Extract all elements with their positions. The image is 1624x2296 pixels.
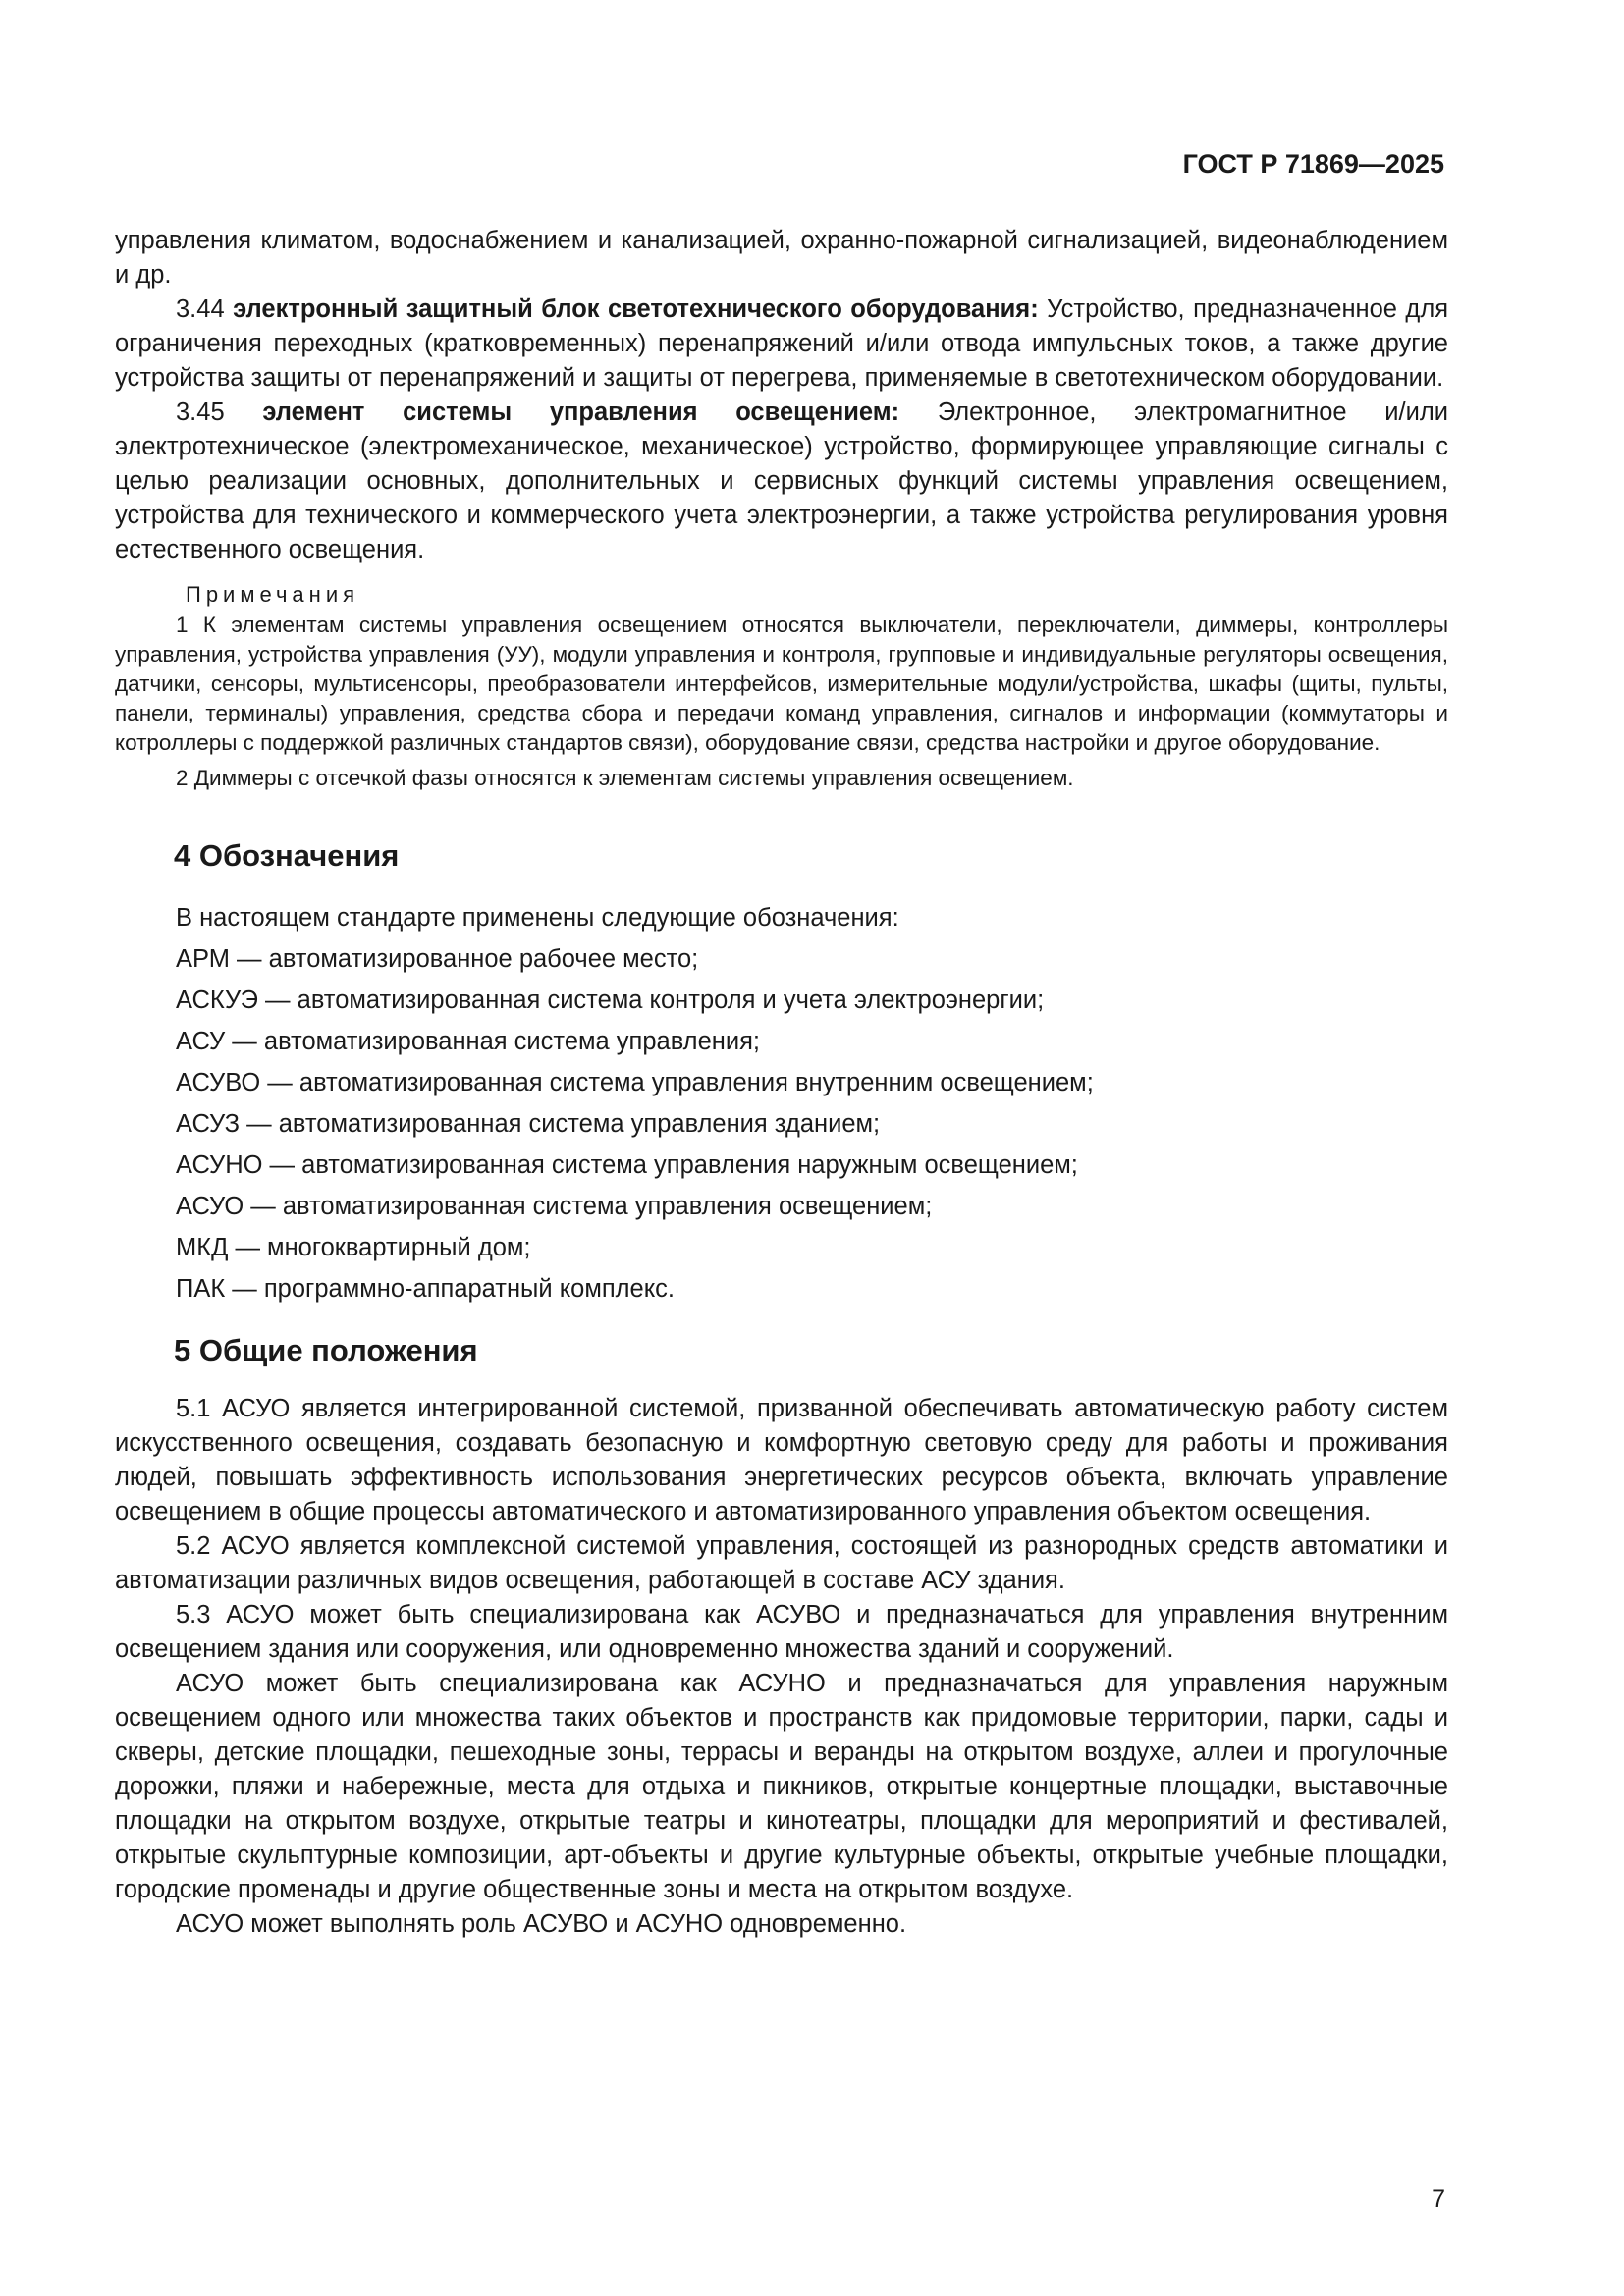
definition-term: элемент системы управления освещением: bbox=[262, 399, 900, 426]
section-4-title: 4 Обозначения bbox=[174, 838, 400, 873]
abbreviation-item: АСУЗ — автоматизированная система управления зданием; bbox=[176, 1110, 881, 1138]
abbreviation-item: АСУВО — автоматизированная система управления внутренним освещением; bbox=[176, 1069, 1094, 1096]
page-number: 7 bbox=[1432, 2185, 1445, 2213]
definition-term: электронный защитный блок светотехнического оборудования: bbox=[233, 295, 1039, 323]
document-code: ГОСТ Р 71869—2025 bbox=[1182, 149, 1444, 179]
notes-heading: Примечания bbox=[186, 582, 360, 607]
definition-number: 3.44 bbox=[176, 295, 234, 323]
continuation-paragraph: управления климатом, водоснабжением и канализацией, охранно-пожарной сигнализацией, видеонаблюдением и др. bbox=[115, 227, 1448, 289]
paragraph-asuno: АСУО может быть специализирована как АСУНО и предназначаться для управления наружным освещением одного или множества таких объектов и пространств как придомовые территории, парки, сады и скверы, детские площадки, пешеходные зоны, террасы и веранды на открытом воздухе, аллеи и прогулочные дорожки, пляжи и набережные, места для отдыха и пикников, открытые концертные площадки, выставочные площадки на открытом воздухе, открытые театры и кинотеатры, площадки для мероприятий и фестивалей, открытые скульптурные композиции, арт-объекты и другие культурные объекты, открытые учебные площадки, городские променады и другие общественные зоны и места на открытом воздухе. bbox=[115, 1670, 1448, 1903]
section-5-title: 5 Общие положения bbox=[174, 1333, 478, 1367]
abbreviation-item: АСУ — автоматизированная система управления; bbox=[176, 1028, 760, 1055]
definition-number: 3.45 bbox=[176, 399, 263, 426]
abbreviation-item: ПАК — программно-аппаратный комплекс. bbox=[176, 1275, 676, 1303]
note-1: 1 К элементам системы управления освещением относятся выключатели, переключатели, диммеры, контроллеры управления, устройства управления (УУ), модули управления и контроля, групповые и индивидуальные регуляторы освещения, датчики, сенсоры, мультисенсоры, преобразователи интерфейсов, измерительные модули/устройства, шкафы (щиты, пульты, панели, терминалы) управления, средства сбора и передачи команд управления, сигналов и информации (коммутаторы и котроллеры с поддержкой различных стандартов связи), оборудование связи, средства настройки и другое оборудование. bbox=[115, 613, 1448, 755]
note-2: 2 Диммеры с отсечкой фазы относятся к элементам системы управления освещением. bbox=[176, 766, 1074, 790]
abbreviation-item: АСУО — автоматизированная система управления освещением; bbox=[176, 1193, 933, 1220]
definition-3-45 bbox=[115, 396, 1448, 567]
abbreviation-item: АСУНО — автоматизированная система управления наружным освещением; bbox=[176, 1151, 1078, 1179]
paragraph-5-3: 5.3 АСУО может быть специализирована как АСУВО и предназначаться для управления внутренним освещением здания или сооружения, или одновременно множества зданий и сооружений. bbox=[115, 1601, 1448, 1663]
abbreviation-item: АРМ — автоматизированное рабочее место; bbox=[176, 945, 699, 973]
abbreviations-intro: В настоящем стандарте применены следующие обозначения: bbox=[176, 904, 899, 932]
abbreviation-item: МКД — многоквартирный дом; bbox=[176, 1234, 531, 1261]
page-content bbox=[115, 224, 1448, 1942]
definition-3-44 bbox=[115, 293, 1448, 396]
paragraph-asuvo-asuno: АСУО может выполнять роль АСУВО и АСУНО одновременно. bbox=[176, 1910, 907, 1938]
paragraph-5-2: 5.2 АСУО является комплексной системой управления, состоящей из разнородных средств автоматики и автоматизации различных видов освещения, работающей в составе АСУ здания. bbox=[115, 1532, 1448, 1594]
paragraph-5-1: 5.1 АСУО является интегрированной системой, призванной обеспечивать автоматическую работу систем искусственного освещения, создавать безопасную и комфортную световую среду для работы и проживания людей, повышать эффективность использования энергетических ресурсов объекта, включать управление освещением в общие процессы автоматического и автоматизированного управления объектом освещения. bbox=[115, 1395, 1448, 1525]
abbreviations-list bbox=[115, 897, 1448, 1309]
abbreviation-item: АСКУЭ — автоматизированная система контроля и учета электроэнергии; bbox=[176, 987, 1045, 1014]
definition-text: Устройство, предназначенное для ограничения переходных (кратковременных) перенапряжений и/или отвода импульсных токов, а также другие устройства защиты от перенапряжений и защиты от перегрева, применяемые в светотехническом оборудовании. bbox=[115, 295, 1449, 392]
definition-text: Электронное, электромагнитное и/или электротехническое (электромеханическое, механическое) устройство, формирующее управляющие сигналы с целью реализации основных, дополнительных и сервисных функций системы управления освещением, устройства для технического и коммерческого учета электроэнергии, а также устройства регулирования уровня естественного освещения. bbox=[115, 399, 1449, 563]
